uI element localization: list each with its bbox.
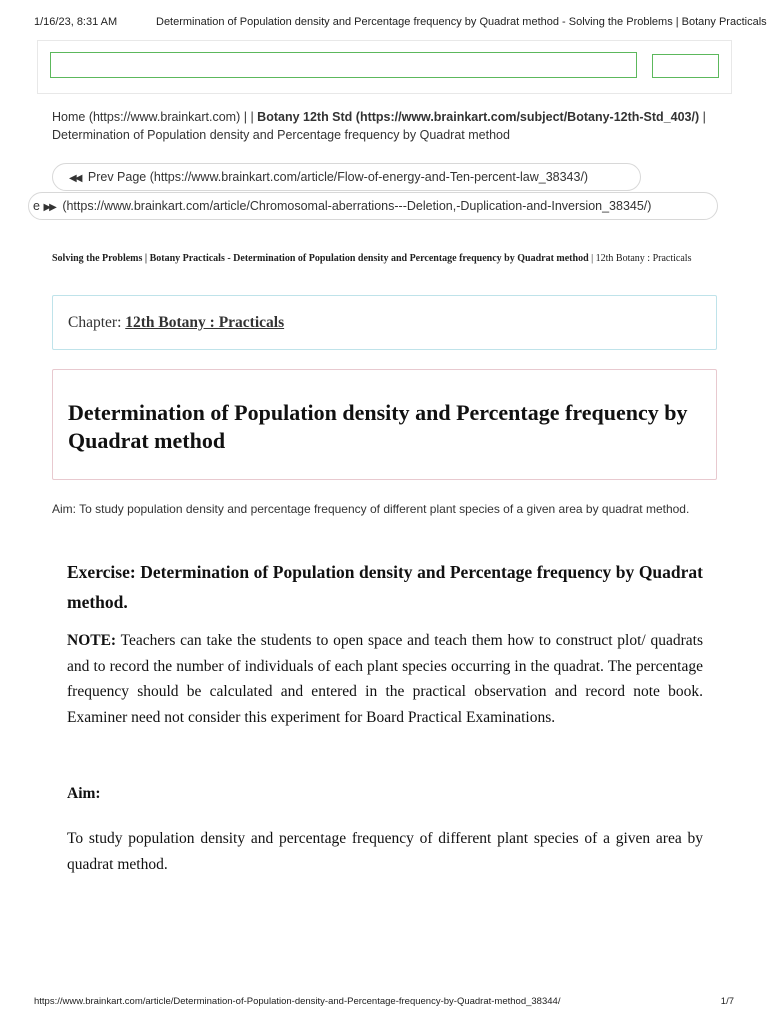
source-line — [52, 246, 717, 272]
breadcrumb-current: | Determination of Population density and Percentage frequency by Quadrat method — [52, 110, 706, 142]
title-box — [52, 369, 717, 480]
exercise-label: Exercise: — [67, 562, 136, 582]
chapter-label: Chapter: — [68, 314, 126, 331]
note-paragraph — [67, 628, 703, 730]
source-line-rest: | 12th Botany : Practicals — [588, 253, 692, 264]
aim-heading: Aim: — [67, 785, 101, 802]
double-chevron-left-icon: ◀◀ — [69, 173, 81, 184]
print-title: Determination of Population density and Percentage frequency by Quadrat method - Solving the Problems | Botany Practicals — [156, 16, 767, 28]
next-page-button[interactable] — [28, 192, 718, 220]
chapter-box — [52, 295, 717, 350]
prev-page-button[interactable] — [52, 163, 641, 191]
exercise-text: Determination of Population density and Percentage frequency by Quadrat method. — [67, 562, 703, 612]
breadcrumb-subject[interactable]: Botany 12th Std (https://www.brainkart.com/subject/Botany-12th-Std_403/) — [257, 110, 700, 124]
double-chevron-right-icon: ▶▶ — [43, 202, 55, 213]
page-title: Determination of Population density and Percentage frequency by Quadrat method — [68, 400, 688, 453]
search-bar — [37, 40, 732, 94]
prev-page-label: Prev Page (https://www.brainkart.com/article/Flow-of-energy-and-Ten-percent-law_38343/) — [87, 170, 589, 184]
note-text: Teachers can take the students to open space and teach them how to construct plot/ quadrats and to record the number of individuals of each plant species occurring in the quadrat. The percentage frequency should be calculated and entered in the practical observation and record note book. Examiner need not consider this experiment for Board Practical Examinations. — [67, 632, 703, 726]
next-page-prefix: e — [33, 199, 40, 213]
note-label: NOTE: — [67, 632, 117, 649]
breadcrumb — [52, 108, 712, 144]
search-button[interactable] — [652, 54, 719, 78]
print-footer-url: https://www.brainkart.com/article/Determination-of-Population-density-and-Percentage-frequency-by-Quadrat-method_38344/ — [34, 996, 561, 1007]
exercise-heading — [67, 557, 703, 617]
aim-summary: Aim: To study population density and percentage frequency of different plant species of a given area by quadrat method. — [52, 502, 690, 516]
chapter-link[interactable]: 12th Botany : Practicals — [125, 314, 285, 331]
next-page-label: (https://www.brainkart.com/article/Chromosomal-aberrations---Deletion,-Duplication-and-Inversion_38345/) — [62, 199, 652, 213]
breadcrumb-home[interactable]: Home (https://www.brainkart.com) | | — [52, 110, 258, 124]
search-input[interactable] — [50, 52, 637, 78]
aim-text: To study population density and percentage frequency of different plant species of a given area by quadrat method. — [67, 830, 703, 873]
source-line-bold: Solving the Problems | Botany Practicals - Determination of Population density and Percentage frequency by Quadrat method — [52, 253, 589, 264]
print-page-number: 1/7 — [720, 996, 734, 1007]
print-datetime: 1/16/23, 8:31 AM — [34, 16, 118, 28]
